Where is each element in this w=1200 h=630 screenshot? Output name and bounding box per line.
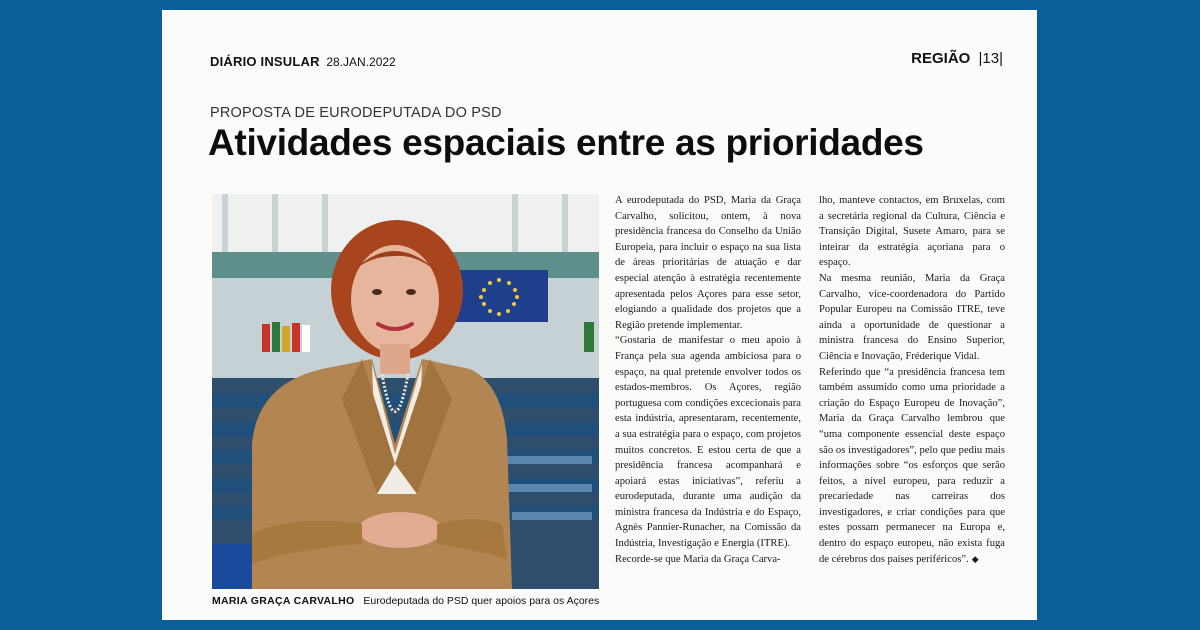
caption-text: Eurodeputada do PSD quer apoios para os Açores [363, 595, 600, 607]
paragraph: “Gostaria de manifestar o meu apoio à França pela sua agenda ambiciosa para o espaço, na qual pretende envolver todos os estados-membros. Os Açores, região portuguesa com condições excecionais para esta indústria, apresentaram, recentemente, a sua estratégia para o espaço, com projetos muitos concretos. E estou certa de que a presidência francesa acompanhará e apoiará estas iniciativas”, referiu a eurodeputada, durante uma audição da ministra francesa da Indústria e do Espaço, Agnès Pannier-Runacher, na Comissão da Indústria, Investigação e Energia (ITRE). [615, 335, 801, 550]
end-of-article-icon: ◆ [971, 554, 979, 565]
article-column-2 [819, 193, 1005, 568]
article-photo [212, 194, 599, 589]
page-header-left [210, 54, 396, 69]
paragraph [819, 365, 1005, 569]
portrait-photo-icon [212, 194, 599, 589]
caption-name: MARIA GRAÇA CARVALHO [212, 595, 355, 607]
paragraph-text: Referindo que “a presidência francesa tem também assumido como uma prioridade a criação do Espaço Europeu de Inovação”, Maria da Graça Carvalho lembrou que “uma componente essencial deste espaço são os investigadores”, pelo que pediu mais informações sobre “os esforços que serão feitos, a nível europeu, para reduzir a precariedade nas carreiras dos investigadores, e criar condições para que estes possam permanecer na Europa e, dentro do espaço europeu, não exista fuga de cérebros dos países periféricos”. [819, 366, 1005, 565]
article-kicker: PROPOSTA DE EURODEPUTADA DO PSD [210, 105, 502, 121]
article-headline: Atividades espaciais entre as prioridades [208, 122, 924, 163]
section-name: REGIÃO [911, 50, 971, 67]
publication-date: 28.JAN.2022 [326, 55, 396, 69]
publication-name: DIÁRIO INSULAR [210, 54, 320, 69]
paragraph: lho, manteve contactos, em Bruxelas, com a secretária regional da Cultura, Ciência e Transição Digital, Susete Amaro, para se inteirar da estratégia açoriana para o espaço. [819, 195, 1005, 269]
article-column-1 [615, 193, 801, 567]
newspaper-page [162, 10, 1037, 620]
page-header-right [911, 50, 1003, 67]
paragraph: A eurodeputada do PSD, Maria da Graça Carvalho, solicitou, ontem, à nova presidência francesa do Conselho da União Europeia, para incluir o espaço na sua lista de áreas prioritárias de atuação e dar especial atenção à estratégia recentemente apresentada pelos Açores para esse setor, elogiando a qualidade dos projetos que a Região pretende implementar. [615, 195, 801, 331]
page-number: |13| [978, 50, 1003, 67]
photo-caption [212, 595, 612, 607]
paragraph: Recorde-se que Maria da Graça Carva- [615, 553, 781, 565]
paragraph: Na mesma reunião, Maria da Graça Carvalho, vice-coordenadora do Partido Popular Europeu na Comissão ITRE, teve ainda a oportunidade de questionar a ministra francesa do Ensino Superior, Ciência e Inovação, Fréderique Vidal. [819, 272, 1005, 362]
